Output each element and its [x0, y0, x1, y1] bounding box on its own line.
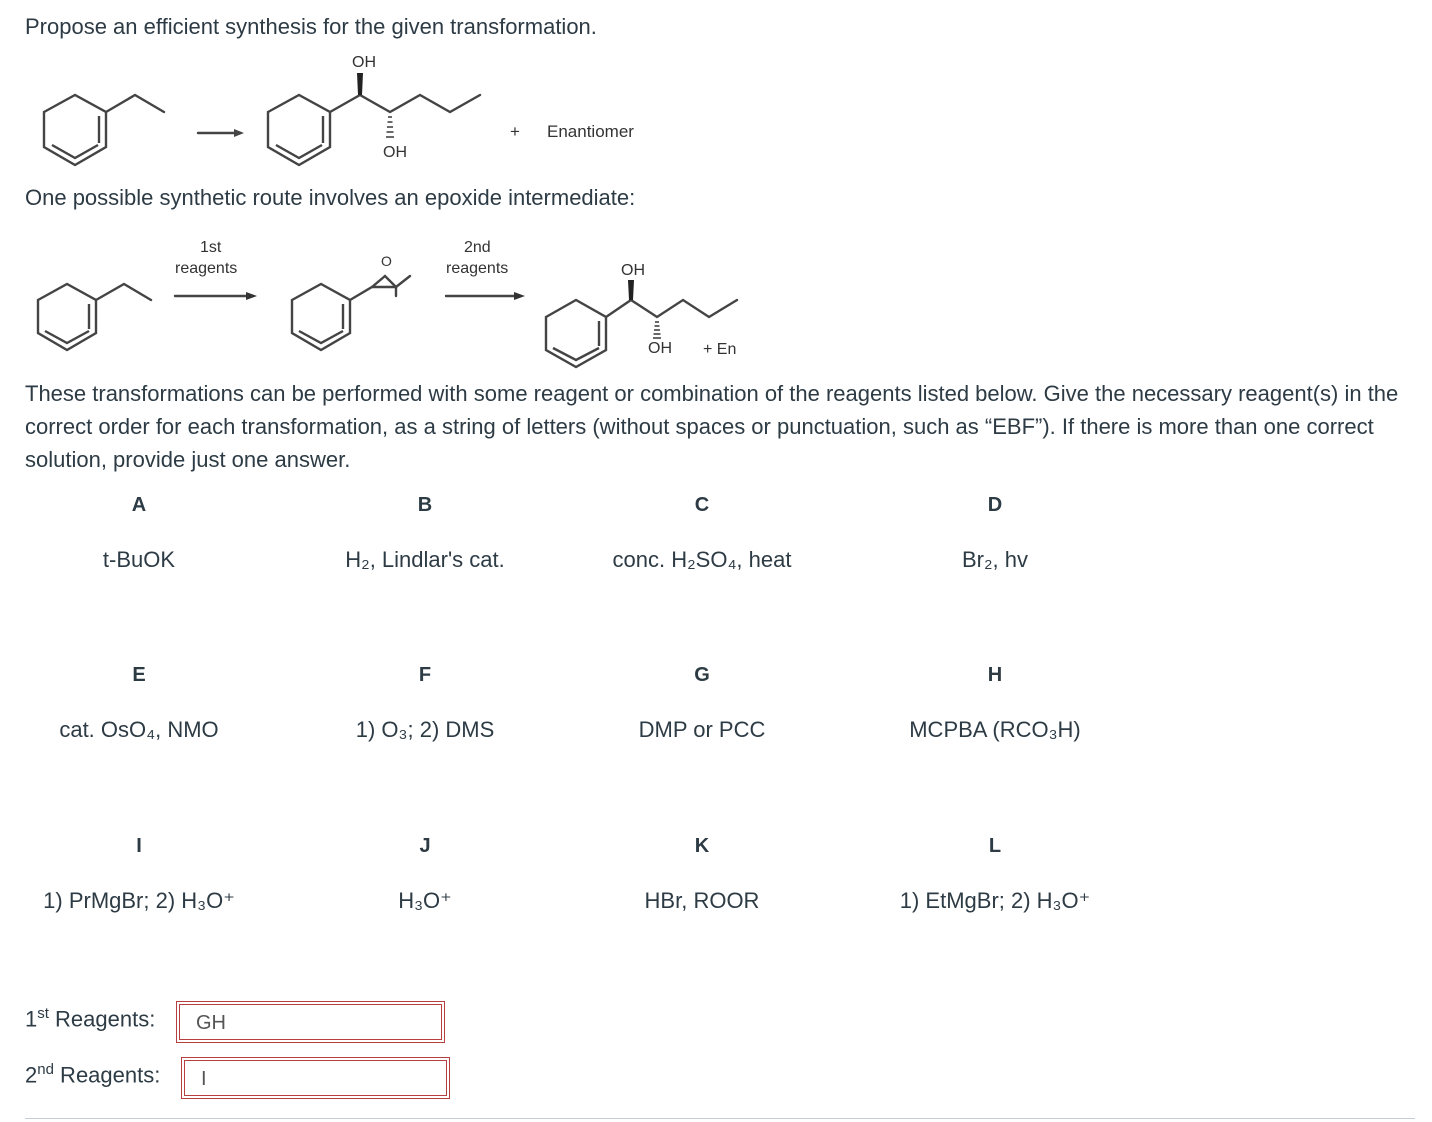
- reagent-text: 1) EtMgBr; 2) H₃O⁺: [899, 888, 1091, 913]
- first-reagents-input[interactable]: [179, 1004, 442, 1040]
- reagent-letter: I: [136, 835, 142, 857]
- reagent-text: DMP or PCC: [638, 717, 766, 742]
- reagent-k: [552, 831, 852, 914]
- reagent-j: [275, 831, 575, 914]
- second-reagents-label-line1: 2nd: [464, 239, 491, 256]
- second-reagents-value: I: [201, 1068, 207, 1090]
- reagent-b: [275, 490, 575, 573]
- route-starting-material: [38, 284, 151, 350]
- reagent-letter: G: [694, 664, 710, 686]
- reagent-letter: J: [419, 835, 431, 857]
- reagent-text: MCPBA (RCO₃H): [909, 717, 1081, 742]
- epoxide-route-scheme: [0, 230, 800, 370]
- reagent-text: Br₂, hv: [962, 547, 1028, 572]
- route-wedge-bond: [628, 280, 634, 300]
- reagent-l: [845, 831, 1145, 914]
- reagent-text: 1) O₃; 2) DMS: [355, 717, 495, 742]
- bottom-divider: [25, 1118, 1415, 1119]
- plus-en-label: + En: [703, 341, 737, 358]
- reagent-letter: C: [694, 494, 710, 516]
- enantiomer-label: Enantiomer: [547, 122, 634, 141]
- reagent-letter: B: [417, 494, 433, 516]
- plus-sign: +: [510, 122, 520, 141]
- route-intro-text: One possible synthetic route involves an epoxide intermediate:: [25, 185, 636, 210]
- reagent-text: cat. OsO₄, NMO: [59, 717, 219, 742]
- reagent-text: conc. H₂SO₄, heat: [612, 547, 792, 572]
- reagent-f: [275, 660, 575, 743]
- reagent-text: t-BuOK: [102, 547, 176, 572]
- first-arrow-head: [246, 292, 257, 300]
- first-reagents-value: GH: [196, 1012, 226, 1034]
- reagent-d: [845, 490, 1145, 573]
- product-diol: [268, 54, 480, 165]
- instructions-text: These transformations can be performed with some reagent or combination of the reagents listed below. Give the necessary reagent(s) in the correct order for each transformation, as a string of letters (without spaces or punctuation, such as “EBF”). If there is more than one correct solution, provide just one answer.: [25, 381, 1399, 472]
- route-oh-bottom-label: OH: [648, 340, 672, 357]
- reagent-g: [552, 660, 852, 743]
- reagent-letter: F: [418, 664, 432, 686]
- overall-transformation-scheme: [0, 45, 700, 185]
- first-reagents-label-line1: 1st: [200, 239, 222, 256]
- second-arrow-head: [514, 292, 525, 300]
- reagent-letter: E: [132, 664, 146, 686]
- route-hash-bond: [653, 322, 661, 338]
- first-reagents-label: 1st Reagents:: [25, 1005, 156, 1032]
- hash-bond: [386, 117, 394, 137]
- route-oh-top-label: OH: [621, 262, 645, 279]
- reagent-letter: L: [988, 835, 1002, 857]
- reagent-letter: K: [694, 835, 710, 857]
- reaction-arrow-head: [234, 129, 244, 137]
- reagent-letter: H: [987, 664, 1003, 686]
- epoxide-oxygen-label: O: [381, 253, 392, 269]
- first-reagents-label-line2: reagents: [175, 260, 238, 277]
- reagent-h: [845, 660, 1145, 743]
- reagent-c: [552, 490, 852, 573]
- reagent-letter: A: [131, 494, 147, 516]
- wedge-bond: [357, 73, 363, 95]
- reagent-letter: D: [987, 494, 1003, 516]
- second-reagents-input[interactable]: [184, 1060, 447, 1096]
- oh-top-label: OH: [352, 54, 376, 71]
- route-product-diol: [546, 262, 737, 367]
- question-text: Propose an efficient synthesis for the given transformation.: [25, 14, 597, 39]
- epoxide-intermediate: [292, 253, 410, 350]
- reagent-a: [0, 490, 289, 573]
- second-reagents-label-line2: reagents: [446, 260, 509, 277]
- reagent-text: H₂, Lindlar's cat.: [345, 547, 505, 572]
- reagent-i: [0, 831, 289, 914]
- reagent-text: 1) PrMgBr; 2) H₃O⁺: [43, 888, 235, 913]
- second-reagents-label: 2nd Reagents:: [25, 1061, 161, 1088]
- reagent-e: [0, 660, 289, 743]
- reagent-text: H₃O⁺: [398, 888, 452, 913]
- starting-material-propylbenzene: [44, 95, 164, 165]
- reagent-text: HBr, ROOR: [644, 888, 760, 913]
- oh-bottom-label: OH: [383, 144, 407, 161]
